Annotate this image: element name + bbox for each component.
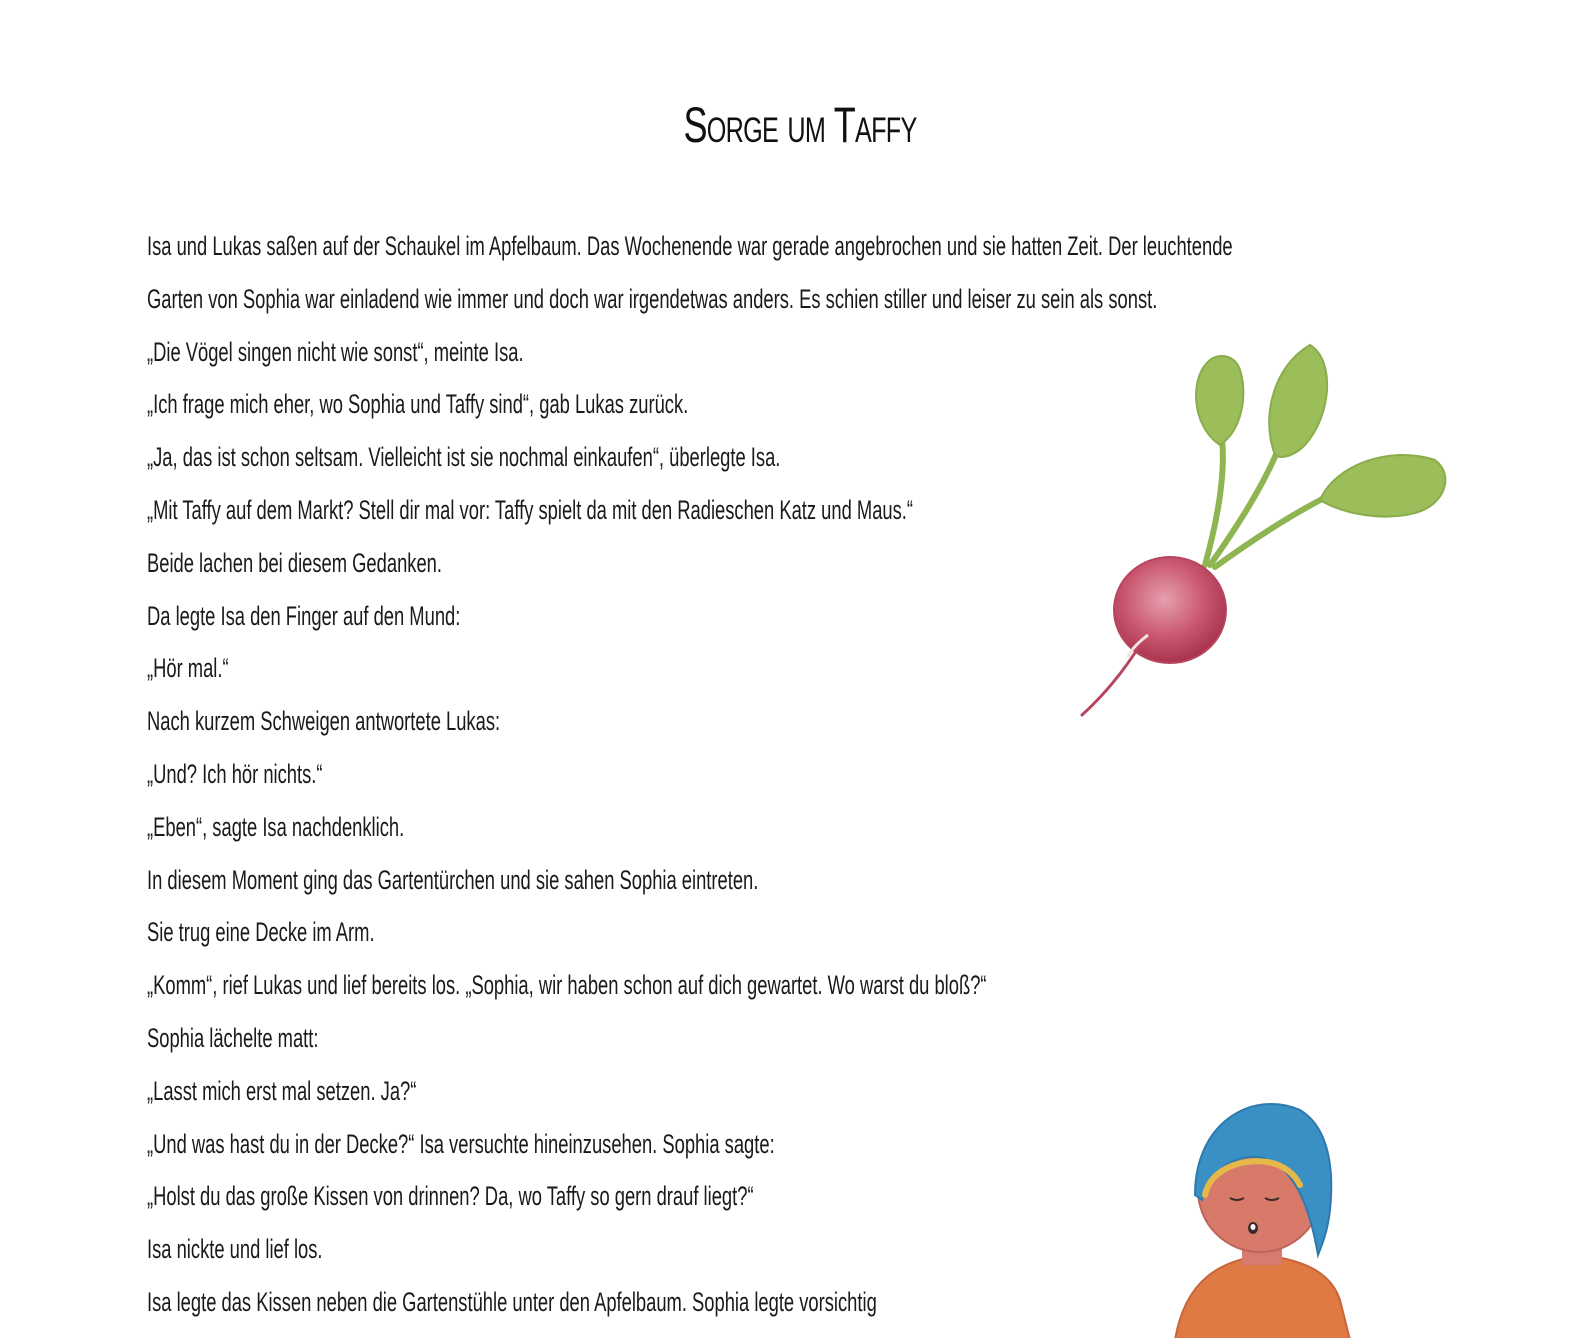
paragraph-line: „Hör mal.“ [147, 653, 229, 684]
paragraph-line: Sophia lächelte matt: [147, 1022, 319, 1053]
paragraph-line: „Ich frage mich eher, wo Sophia und Taffy sind“, gab Lukas zurück. [147, 389, 689, 420]
paragraph-line: Beide lachen bei diesem Gedanken. [147, 547, 442, 578]
paragraph-line: „Holst du das große Kissen von drinnen? Da, wo Taffy so gern drauf liegt?“ [147, 1181, 754, 1212]
paragraph-line: „Lasst mich erst mal setzen. Ja?“ [147, 1075, 417, 1106]
paragraph-line: Isa nickte und lief los. [147, 1234, 323, 1265]
paragraph-line: Nach kurzem Schweigen antwortete Lukas: [147, 706, 501, 737]
child-illustration-icon [1150, 1080, 1430, 1338]
paragraph-line: In diesem Moment ging das Gartentürchen und sie sahen Sophia eintreten. [147, 864, 759, 895]
paragraph-line: „Die Vögel singen nicht wie sonst“, meinte Isa. [147, 336, 524, 367]
paragraph-line: „Ja, das ist schon seltsam. Vielleicht ist sie nochmal einkaufen“, überlegte Isa. [147, 442, 781, 473]
paragraph-line: „Und? Ich hör nichts.“ [147, 758, 323, 789]
chapter-title: Sorge um Taffy [683, 97, 917, 153]
paragraph-line: Sie trug eine Decke im Arm. [147, 917, 375, 948]
paragraph-line: Isa und Lukas saßen auf der Schaukel im Apfelbaum. Das Wochenende war gerade angebrochen und sie hatten Zeit. Der leuchtende [147, 231, 1233, 261]
paragraph-line: Isa legte das Kissen neben die Gartenstühle unter den Apfelbaum. Sophia legte vorsichtig [147, 1286, 877, 1317]
paragraph-line: „Mit Taffy auf dem Markt? Stell dir mal vor: Taffy spielt da mit den Radieschen Katz und Maus.“ [147, 494, 914, 525]
paragraph-line: Garten von Sophia war einladend wie immer und doch war irgendetwas anders. Es schien stiller und leiser zu sein als sonst. [147, 283, 1158, 314]
paragraph-line: „Komm“, rief Lukas und lief bereits los. „Sophia, wir haben schon auf dich gewartet. Wo warst du bloß?“ [147, 970, 987, 1001]
radish-illustration-icon [1070, 335, 1470, 735]
paragraph-line: Da legte Isa den Finger auf den Mund: [147, 600, 461, 631]
paragraph-line: „Und was hast du in der Decke?“ Isa versuchte hineinzusehen. Sophia sagte: [147, 1128, 775, 1159]
paragraph-line: „Eben“, sagte Isa nachdenklich. [147, 811, 405, 842]
